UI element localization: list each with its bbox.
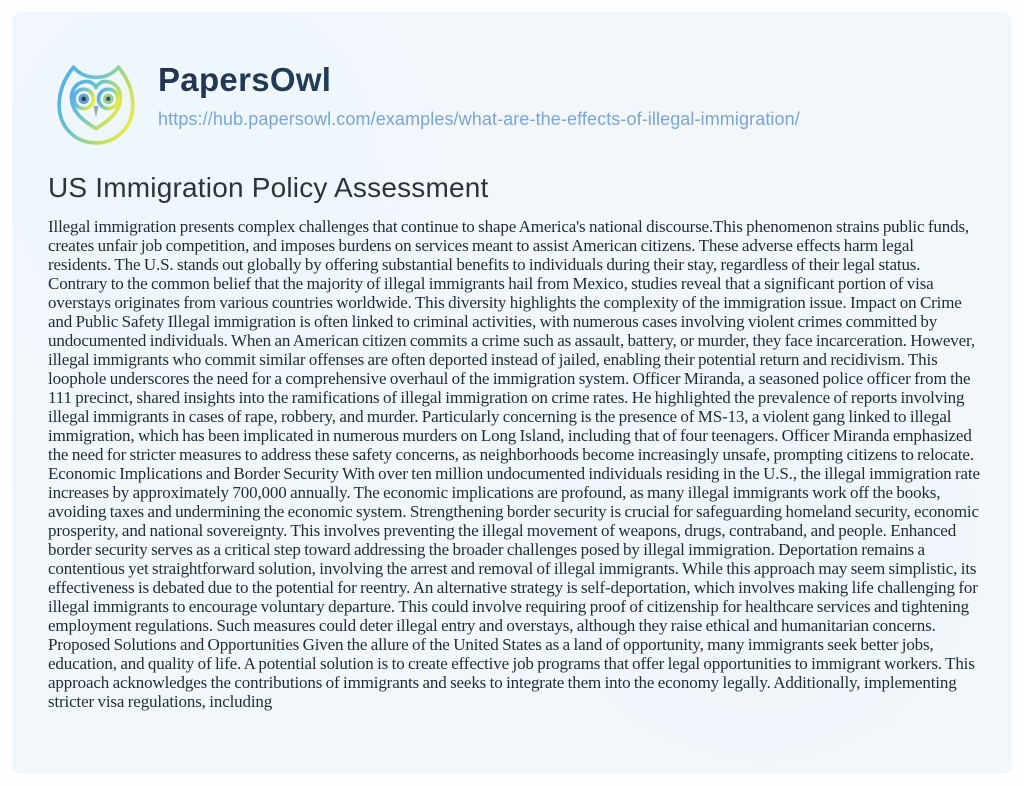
page-title: US Immigration Policy Assessment [48, 172, 489, 203]
page-panel [12, 12, 1012, 774]
source-url-link[interactable]: https://hub.papersowl.com/examples/what-are-the-effects-of-illegal-immigration/ [158, 108, 800, 129]
site-header [48, 58, 978, 150]
brand-block [158, 58, 800, 130]
article-body-text: Illegal immigration presents complex challenges that continue to shape America's national discourse.This phenomenon strains public funds, creates unfair job competition, and imposes burdens on services meant to assist American citizens. These adverse effects harm legal residents. The U.S. stands out globally by offering substantial benefits to individuals during their stay, regardless of their legal status. Contrary to the common belief that the majority of illegal immigrants hail from Mexico, studies reveal that a significant portion of visa overstays originates from various countries worldwide. This diversity highlights the complexity of the immigration issue. Impact on Crime and Public Safety Illegal immigration is often linked to criminal activities, with numerous cases involving violent crimes committed by undocumented individuals. When an American citizen commits a crime such as assault, battery, or murder, they face incarceration. However, illegal immigrants who commit similar offenses are often deported instead of jailed, enabling their potential return and recidivism. This loophole underscores the need for a comprehensive overhaul of the immigration system. Officer Miranda, a seasoned police officer from the 111 precinct, shared insights into the ramifications of illegal immigration on crime rates. He highlighted the prevalence of reports involving illegal immigrants in cases of rape, robbery, and murder. Particularly concerning is the presence of MS-13, a violent gang linked to illegal immigration, which has been implicated in numerous murders on Long Island, including that of four teenagers. Officer Miranda emphasized the need for stricter measures to address these safety concerns, as neighborhoods become increasingly unsafe, prompting citizens to relocate. Economic Implications and Border Security With over ten million undocumented individuals residing in the U.S., the illegal immigration rate increases by approximately 700,000 annually. The economic implications are profound, as many illegal immigrants work off the books, avoiding taxes and undermining the economic system. Strengthening border security is crucial for safeguarding homeland security, economic prosperity, and national sovereignty. This involves preventing the illegal movement of weapons, drugs, contraband, and people. Enhanced border security serves as a critical step toward addressing the broader challenges posed by illegal immigration. Deportation remains a contentious yet straightforward solution, involving the arrest and removal of illegal immigrants. While this approach may seem simplistic, its effectiveness is debated due to the potential for reentry. An alternative strategy is self-deportation, which involves making life challenging for illegal immigrants to encourage voluntary departure. This could involve requiring proof of citizenship for healthcare services and tightening employment regulations. Such measures could deter illegal entry and overstays, although they raise ethical and humanitarian concerns. Proposed Solutions and Opportunities Given the allure of the United States as a land of opportunity, many immigrants seek better jobs, education, and quality of life. A potential solution is to create effective job programs that offer legal opportunities to immigrant workers. This approach acknowledges the contributions of immigrants and seeks to integrate them into the economy legally. Additionally, implementing stricter visa regulations, including [48, 217, 980, 711]
brand-name: PapersOwl [158, 63, 800, 98]
owl-logo-icon [50, 58, 142, 150]
